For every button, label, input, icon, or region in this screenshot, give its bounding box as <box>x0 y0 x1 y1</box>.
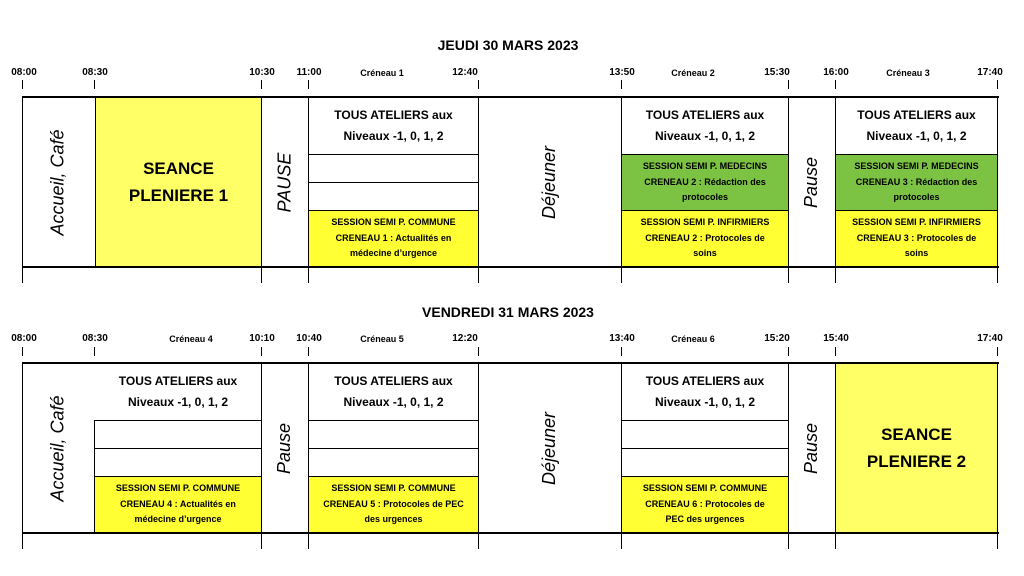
day1-creneau-1: Créneau 1 <box>360 68 404 78</box>
day2-creneau-5: Créneau 5 <box>360 334 404 344</box>
session-line: SESSION SEMI P. MEDECINS <box>854 161 979 172</box>
session-line: CRENEAU 4 : Actualités en <box>120 498 236 509</box>
day2-c6-empty-row <box>621 420 789 449</box>
ateliers-line2: Niveaux -1, 0, 1, 2 <box>866 129 967 143</box>
day2-c4-ateliers <box>94 363 262 421</box>
day1-tick <box>478 80 479 89</box>
day1-c3-session-infirmiers <box>835 210 998 267</box>
ateliers-line1: TOUS ATELIERS aux <box>334 108 453 122</box>
day2-c6-session-commune <box>621 476 789 533</box>
day2-c6-ateliers <box>621 363 789 421</box>
session-line: SESSION SEMI P. INFIRMIERS <box>852 217 981 228</box>
ateliers-line2: Niveaux -1, 0, 1, 2 <box>127 395 229 409</box>
day2-c5-empty-row <box>308 420 479 449</box>
day2-dejeuner-cell <box>479 363 621 533</box>
day1-c1-ateliers <box>308 97 479 155</box>
day2-c4-empty-row <box>94 420 262 449</box>
day1-dejeuner-cell <box>479 97 621 267</box>
day2-dejeuner-label: Déjeuner <box>539 411 560 485</box>
ateliers-line1: TOUS ATELIERS aux <box>857 108 976 122</box>
day1-time-1100: 11:00 <box>296 67 322 78</box>
day1-creneau-3: Créneau 3 <box>886 68 930 78</box>
day1-tick <box>997 80 998 89</box>
session-line: soins <box>904 248 929 259</box>
day2-pleniere-block <box>835 363 998 533</box>
day2-pause2-cell <box>789 363 835 533</box>
day1-c2-session-infirmiers <box>621 210 789 267</box>
session-line: SESSION SEMI P. COMMUNE <box>331 483 456 494</box>
day1-tick <box>835 80 836 89</box>
day1-creneau-2: Créneau 2 <box>671 68 715 78</box>
session-line: SESSION SEMI P. MEDECINS <box>642 161 768 172</box>
day1-time-1600: 16:00 <box>823 67 849 78</box>
day1-c3-session-medecins <box>835 154 998 211</box>
day2-time-1010: 10:10 <box>249 333 275 344</box>
session-line: CRENEAU 2 : Protocoles de <box>645 232 765 243</box>
day1-time-0800: 08:00 <box>11 67 37 78</box>
ateliers-line1: TOUS ATELIERS aux <box>645 374 765 388</box>
day2-time-1340: 13:40 <box>609 333 635 344</box>
day1-time-0830: 08:30 <box>82 67 108 78</box>
day2-pause2-label: Pause <box>801 422 822 474</box>
session-line: CRENEAU 3 : Rédaction des <box>855 176 978 187</box>
day2-title: VENDREDI 31 MARS 2023 <box>422 304 594 320</box>
ateliers-line2: Niveaux -1, 0, 1, 2 <box>654 395 756 409</box>
session-line: CRENEAU 1 : Actualités en <box>335 232 452 243</box>
day1-c2-session-medecins <box>621 154 789 211</box>
day2-accueil-label: Accueil, Café <box>48 394 68 502</box>
day2-time-0800: 08:00 <box>11 333 37 344</box>
day2-creneau-4: Créneau 4 <box>169 334 213 344</box>
day1-pause-label: PAUSE <box>274 152 295 212</box>
day2-tick <box>308 347 309 356</box>
ateliers-line2: Niveaux -1, 0, 1, 2 <box>654 129 756 143</box>
day2-pause-label: Pause <box>274 422 295 474</box>
day1-time-1030: 10:30 <box>249 67 275 78</box>
day1-time-1350: 13:50 <box>609 67 635 78</box>
day2-creneau-6: Créneau 6 <box>671 334 715 344</box>
session-line: médecine d’urgence <box>134 514 222 525</box>
day2-time-0830: 08:30 <box>82 333 108 344</box>
day2-tick <box>835 347 836 356</box>
day2-c4-session-commune <box>94 476 262 533</box>
day1-accueil-cell <box>22 97 95 267</box>
day1-c1-session-commune <box>308 210 479 267</box>
day2-pleniere-line1: SEANCE <box>881 425 952 444</box>
day2-c5-ateliers <box>308 363 479 421</box>
day1-accueil-label: Accueil, Café <box>48 128 68 236</box>
session-line: CRENEAU 3 : Protocoles de <box>856 232 977 243</box>
day1-pause-cell <box>262 97 308 267</box>
day1-pleniere-block <box>95 97 262 267</box>
day1-pleniere-line2: PLENIERE 1 <box>128 186 229 205</box>
session-line: protocoles <box>893 192 940 203</box>
day1-title: JEUDI 30 MARS 2023 <box>437 37 579 53</box>
day2-time-1220: 12:20 <box>452 333 478 344</box>
day2-time-1520: 15:20 <box>764 333 790 344</box>
ateliers-line1: TOUS ATELIERS aux <box>334 374 453 388</box>
session-line: CRENEAU 2 : Rédaction des <box>644 176 766 187</box>
day2-tick <box>261 347 262 356</box>
day2-time-1740: 17:40 <box>977 333 1003 344</box>
day2-time-1040: 10:40 <box>296 333 322 344</box>
session-line: PEC des urgences <box>665 514 745 525</box>
day2-tick <box>22 347 23 356</box>
session-line: soins <box>693 248 717 259</box>
day1-c3-ateliers <box>835 97 998 155</box>
ateliers-line2: Niveaux -1, 0, 1, 2 <box>343 395 444 409</box>
session-line: SESSION SEMI P. INFIRMIERS <box>640 217 770 228</box>
day1-tick <box>22 80 23 89</box>
day2-c5-session-commune <box>308 476 479 533</box>
day2-tick <box>94 347 95 356</box>
day1-tick <box>308 80 309 89</box>
day1-pause2-label: Pause <box>801 156 822 208</box>
session-line: médecine d’urgence <box>349 248 437 259</box>
ateliers-line2: Niveaux -1, 0, 1, 2 <box>343 129 444 143</box>
ateliers-line1: TOUS ATELIERS aux <box>118 374 238 388</box>
day1-pleniere-line1: SEANCE <box>143 159 214 178</box>
day1-tick <box>94 80 95 89</box>
day1-tick <box>261 80 262 89</box>
session-line: SESSION SEMI P. COMMUNE <box>642 483 768 494</box>
session-line: CRENEAU 6 : Protocoles de <box>645 498 765 509</box>
day1-dejeuner-label: Déjeuner <box>539 145 560 219</box>
day2-time-1540: 15:40 <box>823 333 849 344</box>
day1-time-1240: 12:40 <box>452 67 478 78</box>
day2-tick <box>478 347 479 356</box>
session-line: SESSION SEMI P. COMMUNE <box>331 217 456 228</box>
session-line: des urgences <box>364 514 423 525</box>
day2-tick <box>788 347 789 356</box>
day1-time-1740: 17:40 <box>977 67 1003 78</box>
day1-tick <box>621 80 622 89</box>
day2-pause-cell <box>262 363 308 533</box>
day2-c4-empty-row <box>94 448 262 477</box>
day2-c5-empty-row <box>308 448 479 477</box>
day1-tick <box>788 80 789 89</box>
day2-tick <box>997 347 998 356</box>
session-line: CRENEAU 5 : Protocoles de PEC <box>323 498 464 509</box>
day1-c1-empty-row <box>308 154 479 183</box>
day1-pause2-cell <box>789 97 835 267</box>
day2-accueil-cell <box>22 363 95 533</box>
ateliers-line1: TOUS ATELIERS aux <box>645 108 765 122</box>
day1-time-1530: 15:30 <box>764 67 790 78</box>
session-line: SESSION SEMI P. COMMUNE <box>115 483 241 494</box>
day2-pleniere-line2: PLENIERE 2 <box>866 452 967 471</box>
day1-c2-ateliers <box>621 97 789 155</box>
day1-c1-empty-row <box>308 182 479 211</box>
session-line: protocoles <box>681 192 728 203</box>
day2-c6-empty-row <box>621 448 789 477</box>
day2-tick <box>621 347 622 356</box>
